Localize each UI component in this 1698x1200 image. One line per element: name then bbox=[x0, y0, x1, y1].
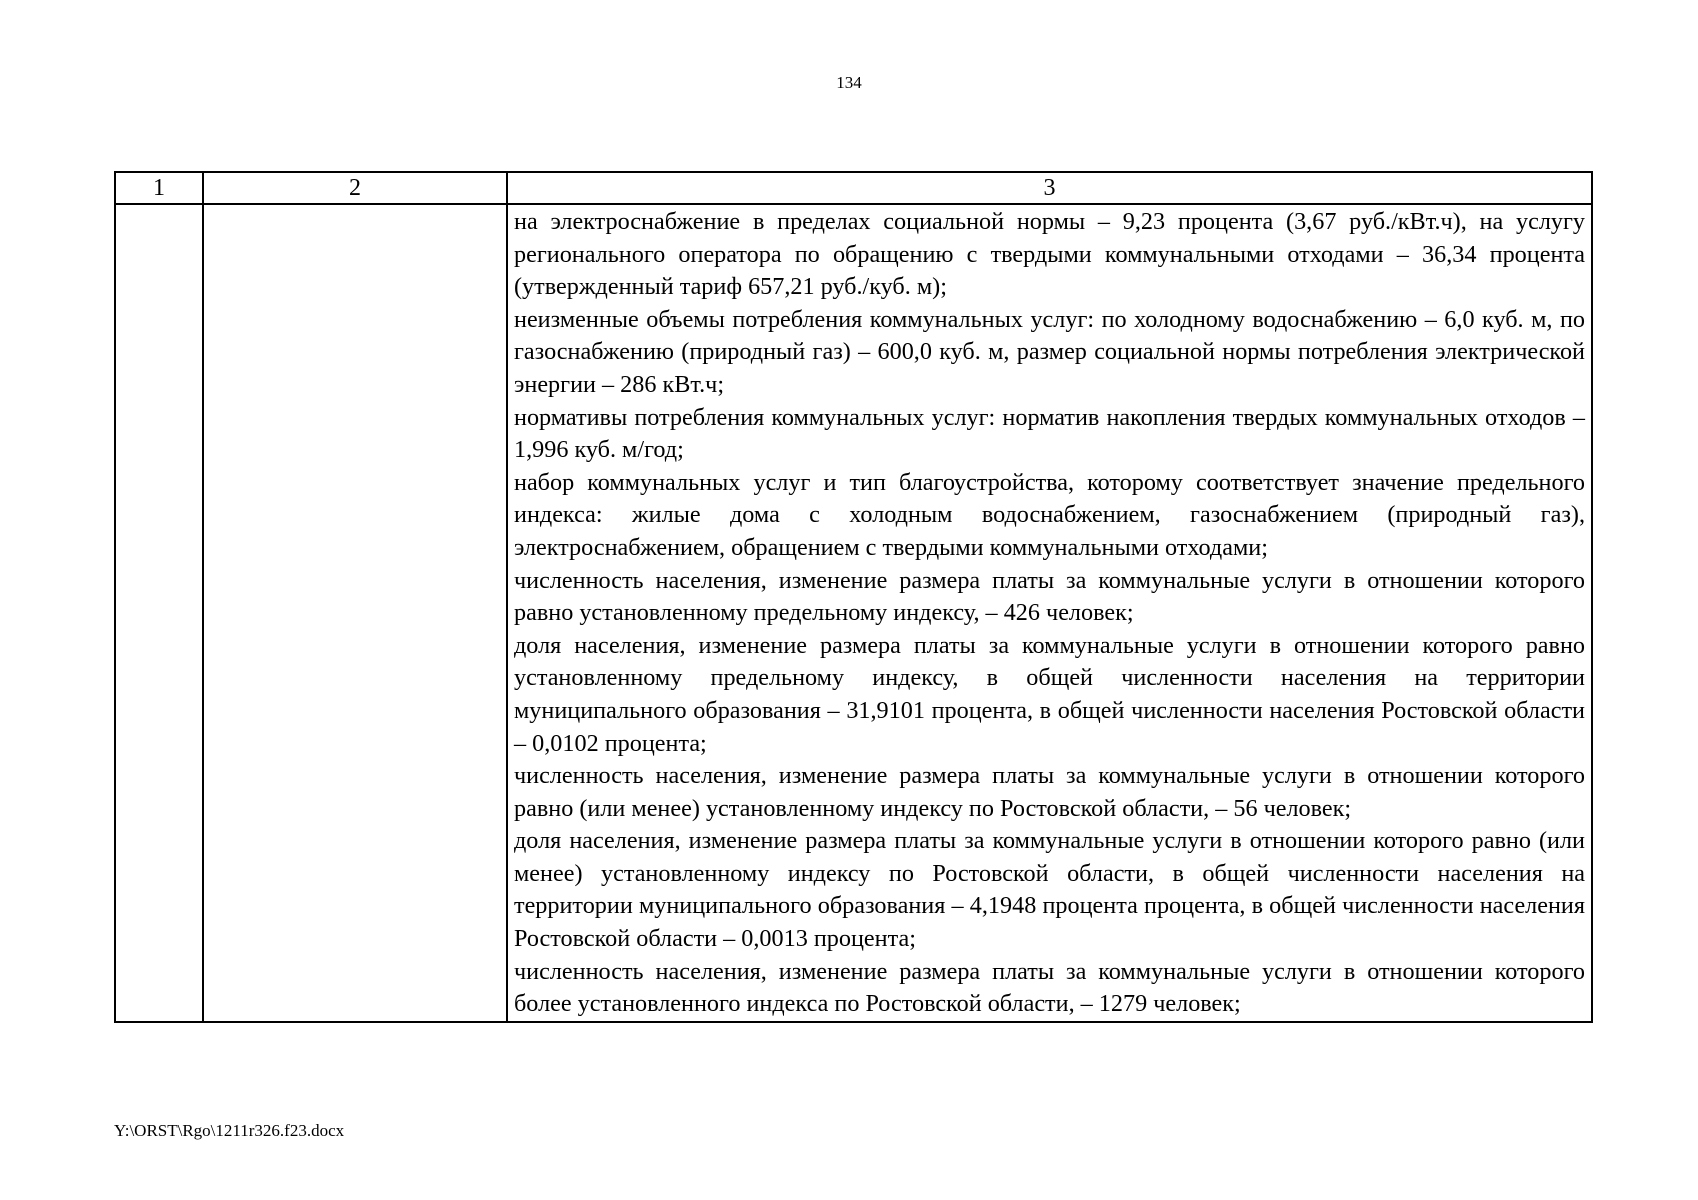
paragraph: неизменные объемы потребления коммунальных услуг: по холодному водоснабжению – 6,0 куб. м, по газоснабжению (природный газ) – 600,0 куб. м, размер социальной нормы потребления электрической энергии – 286 кВт.ч; bbox=[514, 305, 1585, 398]
column-header-3: 3 bbox=[507, 172, 1592, 204]
footer-file-path: Y:\ORST\Rgo\1211r326.f23.docx bbox=[114, 1121, 345, 1140]
paragraph: доля населения, изменение размера платы за коммунальные услуги в отношении которого равно (или менее) установленному индексу по Ростовской области, в общей численности населения на территории муниципального образования – 4,1948 процента процента, в общей численности населения Ростовской области – 0,0013 процента; bbox=[514, 827, 1585, 953]
column-header-2: 2 bbox=[203, 172, 507, 204]
cell-column-3 bbox=[507, 204, 1592, 1022]
paragraph: доля населения, изменение размера платы за коммунальные услуги в отношении которого равно установленному предельному индексу, в общей численности населения на территории муниципального образования – 31,9101 процента, в общей численности населения Ростовской области – 0,0102 процента; bbox=[514, 631, 1585, 757]
paragraph: численность населения, изменение размера платы за коммунальные услуги в отношении которого равно (или менее) установленному индексу по Ростовской области, – 56 человек; bbox=[514, 762, 1585, 822]
column-header-1: 1 bbox=[115, 172, 203, 204]
table-row bbox=[115, 204, 1592, 1022]
paragraph: на электроснабжение в пределах социальной нормы – 9,23 процента (3,67 руб./кВт.ч), на услугу регионального оператора по обращению с твердыми коммунальными отходами – 36,34 процента (утвержденный тариф 657,21 руб./куб. м); bbox=[514, 208, 1585, 301]
page-number: 134 bbox=[836, 73, 862, 92]
paragraph: численность населения, изменение размера платы за коммунальные услуги в отношении которого равно установленному предельному индексу, – 426 человек; bbox=[514, 566, 1585, 627]
paragraph: набор коммунальных услуг и тип благоустройства, которому соответствует значение предельного индекса: жилые дома с холодным водоснабжением, газоснабжением (природный газ), электроснабжением, обращением с твердыми коммунальными отходами; bbox=[514, 468, 1585, 561]
cell-column-2 bbox=[203, 204, 507, 1022]
main-table bbox=[114, 171, 1593, 1023]
cell-column-1 bbox=[115, 204, 203, 1022]
paragraph: нормативы потребления коммунальных услуг: норматив накопления твердых коммунальных отходов – 1,996 куб. м/год; bbox=[514, 403, 1585, 464]
paragraph: численность населения, изменение размера платы за коммунальные услуги в отношении которого более установленного индекса по Ростовской области, – 1279 человек; bbox=[514, 957, 1585, 1018]
table-header-row bbox=[115, 172, 1592, 204]
